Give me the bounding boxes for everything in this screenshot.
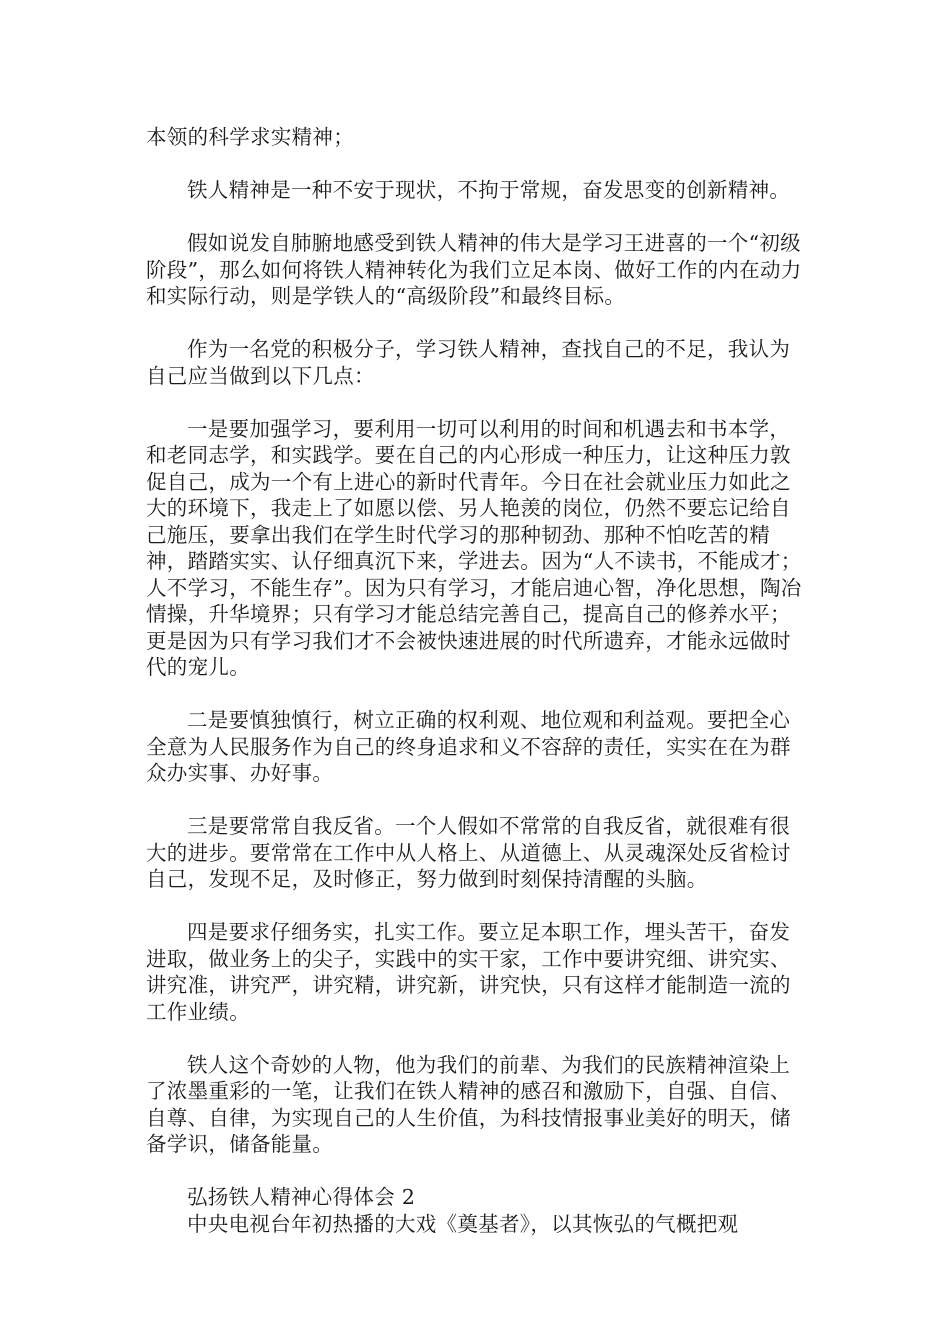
paragraph-4: 作为一名党的积极分子，学习铁人精神，查找自己的不足，我认为自己应当做到以下几点： [146, 337, 791, 388]
paragraph-10: 中央电视台年初热播的大戏《奠基者》，以其恢弘的气概把观 [187, 1211, 739, 1236]
paragraph-8: 四是要求仔细务实，扎实工作。要立足本职工作，埋头苦干，奋发进取，做业务上的尖子，实践中的实干家，工作中要讲究细、讲究实、讲究准，讲究严，讲究精，讲究新，讲究快，只有这样才能制造一流的工作业绩。 [146, 920, 791, 1024]
paragraph-6: 二是要慎独慎行，树立正确的权利观、地位观和利益观。要把全心全意为人民服务作为自己的终身追求和义不容辞的责任，实实在在为群众办实事、办好事。 [146, 708, 791, 785]
paragraph-9: 铁人这个奇妙的人物，他为我们的前辈、为我们的民族精神渲染上了浓墨重彩的一笔，让我们在铁人精神的感召和激励下，自强、自信、自尊、自律，为实现自己的人生价值，为科技情报事业美好的明天，储备学识，储备能量。 [146, 1052, 791, 1156]
document-body [146, 124, 806, 1237]
paragraph-1: 本领的科学求实精神； [146, 125, 354, 149]
paragraph-2: 铁人精神是一种不安于现状，不拘于常规，奋发思变的创新精神。 [187, 178, 791, 202]
paragraph-5: 一是要加强学习，要利用一切可以利用的时间和机遇去和书本学，和老同志学，和实践学。要在自己的内心形成一种压力，让这种压力敦促自己，成为一个有上进心的新时代青年。今日在社会就业压力如此之大的环境下，我走上了如愿以偿、另人艳羡的岗位，仍然不要忘记给自己施压，要拿出我们在学生时代学习的那种韧劲、那种不怕吃苦的精神，踏踏实实、认仔细真沉下来，学进去。因为“人不读书，不能成才；人不学习，不能生存”。因为只有学习，才能启迪心智，净化思想，陶冶情操，升华境界；只有学习才能总结完善自己，提高自己的修养水平；更是因为只有学习我们才不会被快速进展的时代所遗弃，才能永远做时代的宠儿。 [146, 416, 802, 679]
section-title: 弘扬铁人精神心得体会 2 [187, 1185, 416, 1209]
paragraph-3: 假如说发自肺腑地感受到铁人精神的伟大是学习王进喜的一个“初级阶段”，那么如何将铁人精神转化为我们立足本岗、做好工作的内在动力和实际行动，则是学铁人的“高级阶段”和最终目标。 [146, 231, 802, 308]
paragraph-7: 三是要常常自我反省。一个人假如不常常的自我反省，就很难有很大的进步。要常常在工作中从人格上、从道德上、从灵魂深处反省检讨自己，发现不足，及时修正，努力做到时刻保持清醒的头脑。 [146, 814, 791, 891]
